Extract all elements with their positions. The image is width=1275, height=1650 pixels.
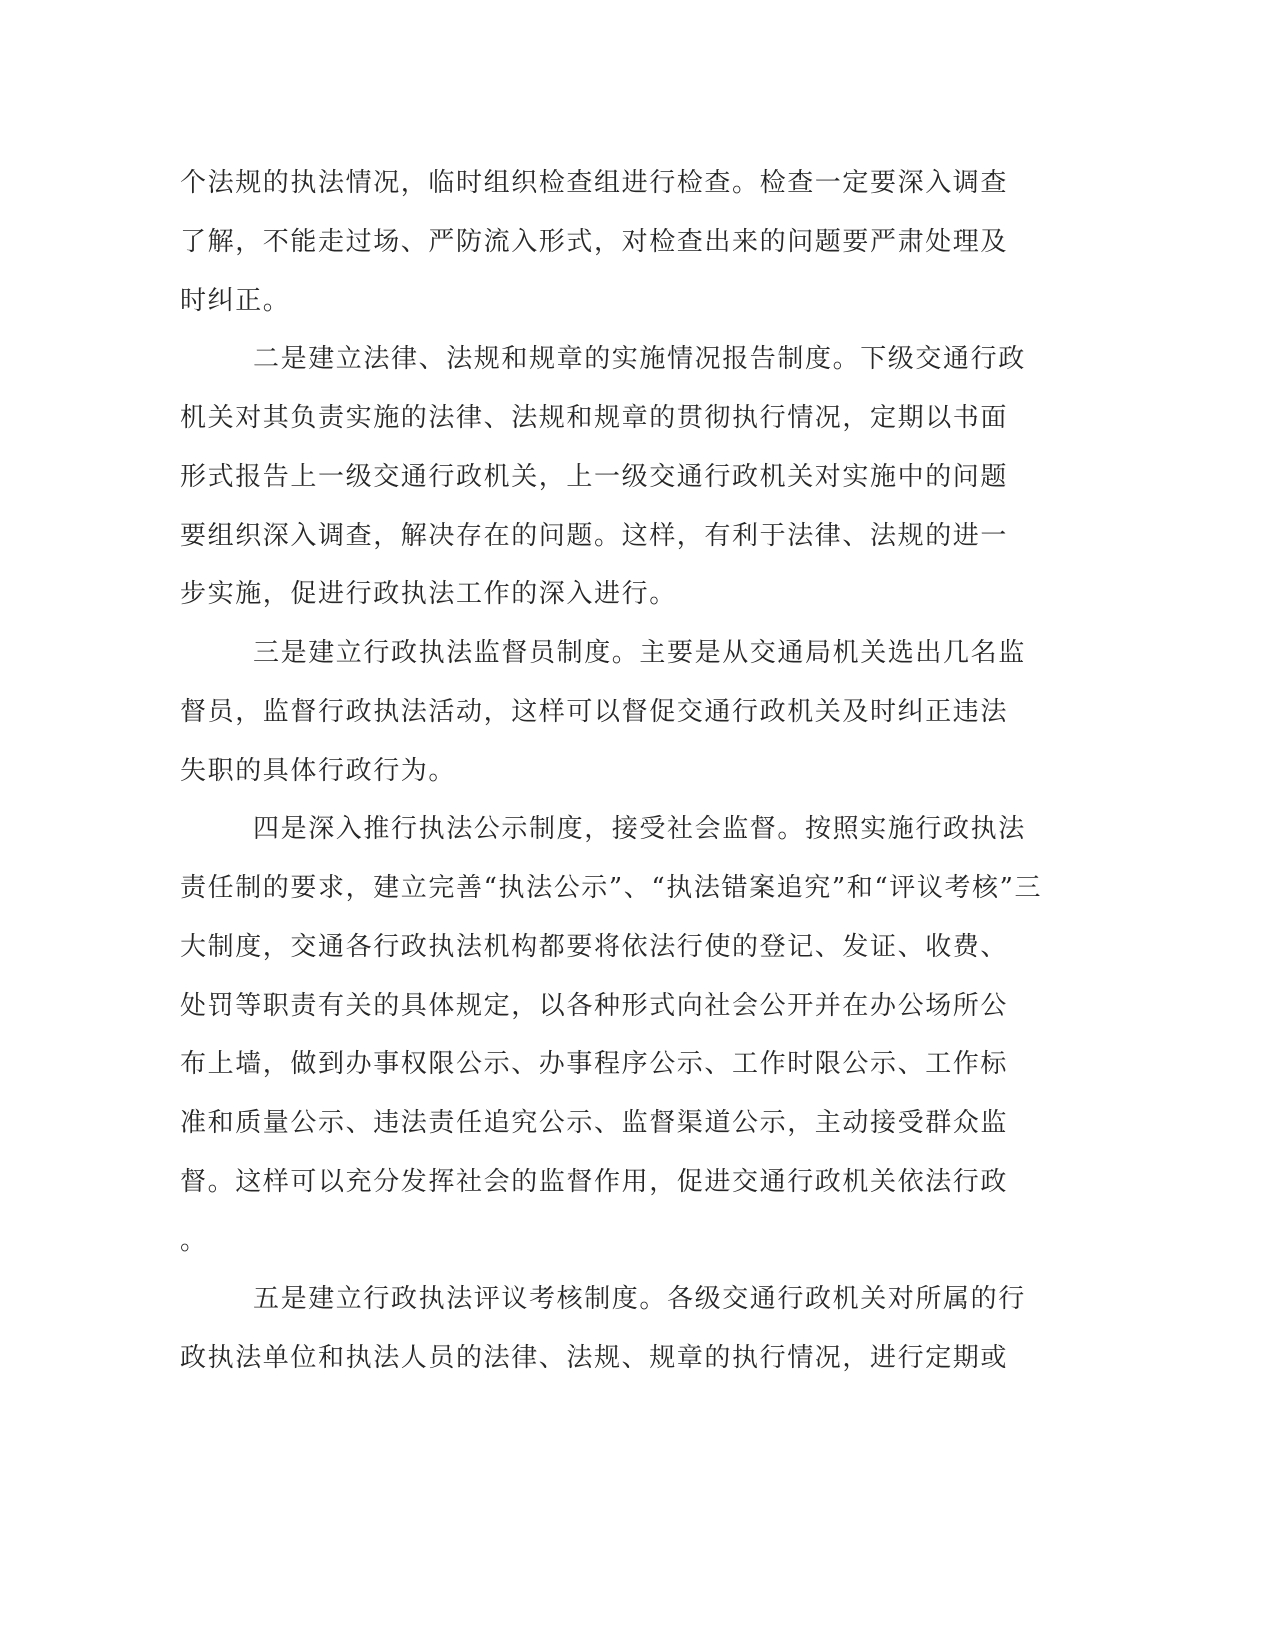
text-line: 了解，不能走过场、严防流入形式，对检查出来的问题要严肃处理及 bbox=[180, 226, 1009, 257]
paragraph-evaluation-system bbox=[180, 1270, 1050, 1388]
document-body bbox=[180, 154, 1050, 1388]
text-line: 政执法单位和执法人员的法律、法规、规章的执行情况，进行定期或 bbox=[180, 1343, 1009, 1373]
text-line: 时纠正。 bbox=[180, 285, 291, 316]
paragraph-inspection-continued bbox=[180, 154, 1050, 330]
text-line: 布上墙，做到办事权限公示、办事程序公示、工作时限公示、工作标 bbox=[180, 1049, 1009, 1080]
text-line: 准和质量公示、违法责任追究公示、监督渠道公示，主动接受群众监 bbox=[180, 1108, 1009, 1138]
text-line: 。 bbox=[180, 1225, 208, 1256]
text-line: 四是深入推行执法公示制度，接受社会监督。按照实施行政执法 bbox=[253, 814, 1026, 845]
text-line: 失职的具体行政行为。 bbox=[180, 755, 457, 786]
text-line: 形式报告上一级交通行政机关，上一级交通行政机关对实施中的问题 bbox=[180, 461, 1009, 492]
text-line: 个法规的执法情况，临时组织检查组进行检查。检查一定要深入调查 bbox=[180, 168, 1009, 198]
text-line: 要组织深入调查，解决存在的问题。这样，有利于法律、法规的进一 bbox=[180, 520, 1009, 551]
text-line: 三是建立行政执法监督员制度。主要是从交通局机关选出几名监 bbox=[253, 638, 1026, 668]
paragraph-supervisor-system bbox=[180, 624, 1050, 800]
paragraph-public-disclosure bbox=[180, 800, 1050, 1270]
text-line: 大制度，交通各行政执法机构都要将依法行使的登记、发证、收费、 bbox=[180, 931, 1009, 962]
text-line: 步实施，促进行政执法工作的深入进行。 bbox=[180, 579, 677, 610]
text-line: 二是建立法律、法规和规章的实施情况报告制度。下级交通行政 bbox=[253, 344, 1026, 375]
text-line: 机关对其负责实施的法律、法规和规章的贯彻执行情况，定期以书面 bbox=[180, 403, 1009, 433]
text-line: 责任制的要求，建立完善“执法公示”、“执法错案追究”和“评议考核”三 bbox=[180, 873, 1043, 903]
text-line: 督员，监督行政执法活动，这样可以督促交通行政机关及时纠正违法 bbox=[180, 696, 1009, 727]
paragraph-reporting-system bbox=[180, 330, 1050, 624]
text-line: 处罚等职责有关的具体规定，以各种形式向社会公开并在办公场所公 bbox=[180, 990, 1009, 1021]
text-line: 五是建立行政执法评议考核制度。各级交通行政机关对所属的行 bbox=[253, 1284, 1026, 1315]
text-line: 督。这样可以充分发挥社会的监督作用，促进交通行政机关依法行政 bbox=[180, 1166, 1009, 1197]
